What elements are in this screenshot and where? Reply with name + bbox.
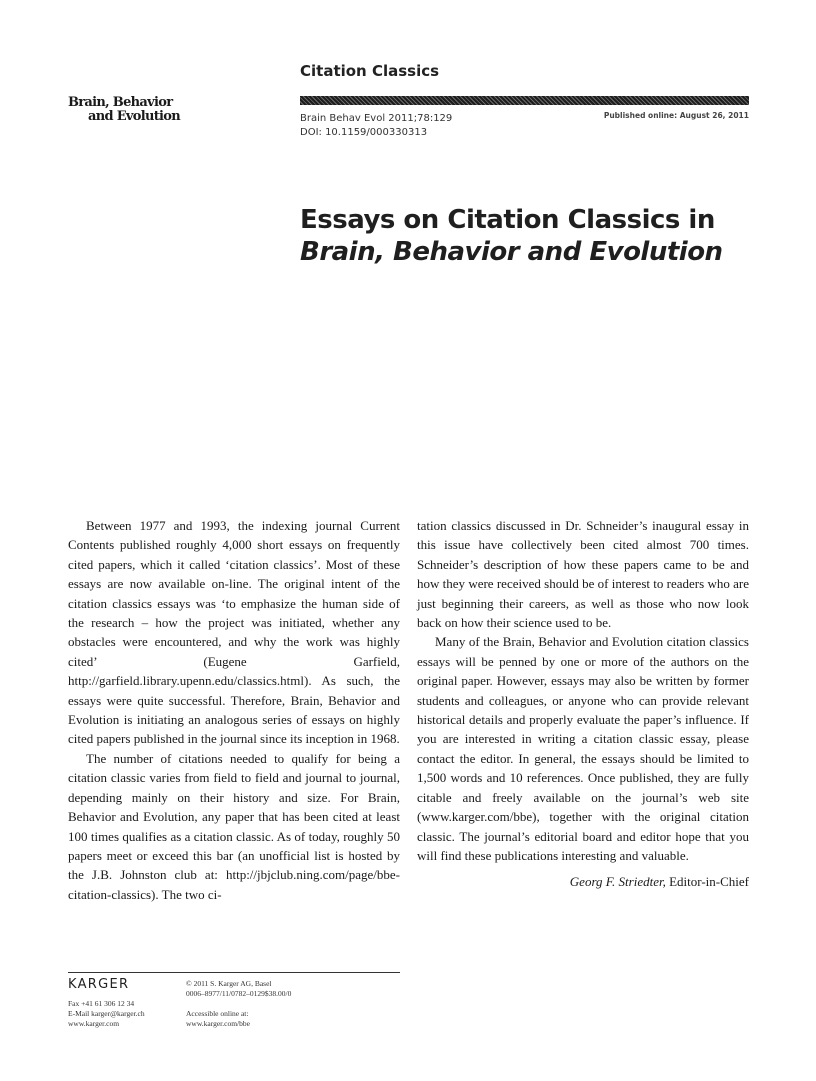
signature-role: Editor-in-Chief [669, 874, 749, 890]
journal-logo-line1: Brain, Behavior [68, 95, 173, 110]
issn: 0006–8977/11/0782–0129$38.00/0 [186, 989, 292, 998]
signature [417, 872, 749, 891]
access-url: www.karger.com/bbe [186, 1019, 250, 1028]
title-line2: Brain, Behavior and Evolution [300, 237, 723, 267]
title-line1: Essays on Citation Classics in [300, 205, 715, 235]
article-title [300, 204, 723, 268]
body-paragraph: The number of citations needed to qualify for being a citation classic varies from field to field and journal to journal, depending mainly on their history and size. For Brain, Behavior and Evolution, any paper that has been cited at least 100 times qualifies as a citation classic. As of today, roughly 50 papers meet or exceed this bar (an unofficial list is hosted by the J.B. Johnston club at: http://jbjclub.ning.com/page/bbe-citation-classics). The two ci- [68, 750, 400, 902]
section-title: Citation Classics [300, 62, 440, 80]
journal-logo-line2: and Evolution [88, 109, 180, 124]
body-paragraph: Many of the Brain, Behavior and Evolution citation classics essays will be penned by one or more of the authors on the original paper. However, essays may also be written by former students and colleagues, or anyone who can provide relevant historical details and properly evaluate the paper’s influence. If you are interested in writing a citation classic essay, please contact the editor. In general, the essays should be limited to 1,500 words and 10 references. Once published, they are fully citable and freely available on the journal’s web site (www.karger.com/bbe), together with the original citation classic. The journal’s editorial board and editor hope that you will find these publications interesting and valuable. [417, 634, 749, 863]
website: www.karger.com [68, 1019, 120, 1028]
body-paragraph: Between 1977 and 1993, the indexing journal Current Contents published roughly 4,000 short essays on frequently cited papers, which it called ‘citation classics’. Most of these essays are now available on-line. The original intent of the citation classics essays was ‘to emphasize the human side of the research – how the project was initiated, whether any obstacles were encountered, and why the work was highly cited’ (Eugene Garfield, http://garfield.library.upenn.edu/classics.html). As such, the essays were quite successful. Therefore, Brain, Behavior and Evolution is initiating an analogous series of essays on highly cited papers published in the journal since its inception in 1968. [68, 518, 400, 747]
published-date: Published online: August 26, 2011 [603, 111, 749, 120]
fax: Fax +41 61 306 12 34 [68, 999, 135, 1008]
body-paragraph: tation classics discussed in Dr. Schneider’s inaugural essay in this issue have collectively been cited almost 700 times. Schneider’s description of how these papers came to be and how they were received should be of interest to readers who are just beginning their careers, as well as those who now look back on how their science used to be. [417, 518, 749, 631]
article-meta [300, 112, 452, 140]
footer-rule [68, 972, 400, 973]
publisher-logo: KARGER [68, 977, 130, 992]
citation: Brain Behav Evol 2011;78:129 [300, 113, 453, 124]
signature-name: Georg F. Striedter, [569, 874, 666, 890]
access-label: Accessible online at: [186, 1009, 249, 1018]
email: E-Mail karger@karger.ch [68, 1009, 145, 1018]
copyright: © 2011 S. Karger AG, Basel [186, 979, 272, 988]
publisher-contact [68, 999, 145, 1029]
access-block [186, 1009, 250, 1029]
journal-logo [68, 96, 180, 124]
header-bar [300, 96, 749, 105]
body-column-left [68, 516, 400, 904]
doi: DOI: 10.1159/000330313 [300, 127, 428, 138]
body-column-right [417, 516, 749, 892]
copyright-block [186, 979, 291, 999]
